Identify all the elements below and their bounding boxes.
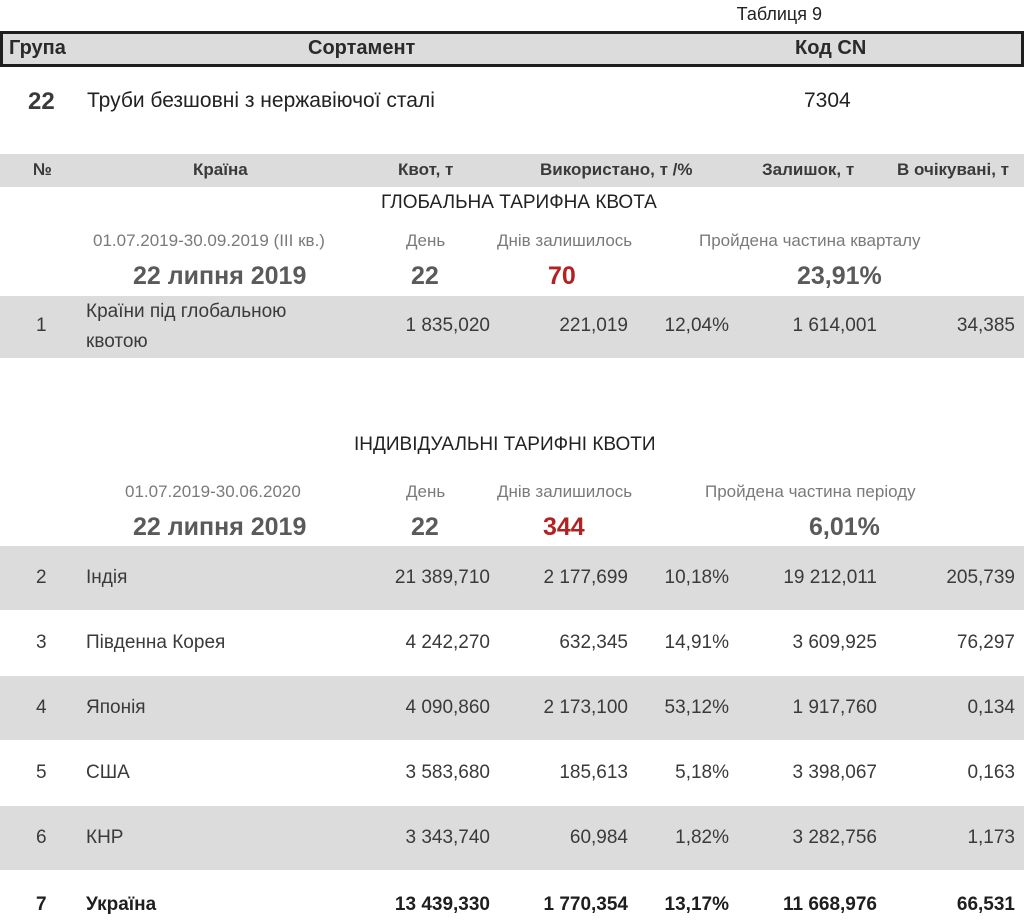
row-quota: 3 583,680 xyxy=(405,762,490,783)
global-day: 22 xyxy=(411,262,439,290)
row-used-percent: 12,04% xyxy=(664,315,729,336)
group-col-header: Група xyxy=(9,37,66,59)
row-used: 1 770,354 xyxy=(543,894,628,915)
global-quota-title: ГЛОБАЛЬНА ТАРИФНА КВОТА xyxy=(381,192,657,213)
row-used: 632,345 xyxy=(559,632,628,653)
row-pending: 0,134 xyxy=(967,697,1015,718)
row-num: 5 xyxy=(36,762,47,783)
col-used: Використано, т /% xyxy=(540,160,693,179)
row-country: Японія xyxy=(86,697,146,718)
row-country: Країни під глобальною квотою xyxy=(86,301,287,352)
col-remaining: Залишок, т xyxy=(762,160,855,179)
table-number: Таблиця 9 xyxy=(736,4,822,24)
row-used: 2 177,699 xyxy=(543,567,628,588)
row-quota: 3 343,740 xyxy=(405,827,490,848)
row-used: 221,019 xyxy=(559,315,628,336)
row-quota: 1 835,020 xyxy=(405,315,490,336)
table-row xyxy=(0,610,1024,676)
cn-code-col-header: Код CN xyxy=(795,37,867,59)
row-remaining: 1 614,001 xyxy=(792,315,877,336)
row-used: 2 173,100 xyxy=(543,697,628,718)
row-pending: 34,385 xyxy=(956,315,1015,336)
row-used-percent: 1,82% xyxy=(675,827,729,848)
individual-days-left-label: Днів залишилось xyxy=(497,482,633,501)
table-row-total xyxy=(0,870,1024,923)
global-passed-percent: 23,91% xyxy=(797,262,882,290)
global-period: 01.07.2019-30.09.2019 (III кв.) xyxy=(93,231,325,250)
column-header-bar xyxy=(0,154,1024,187)
row-used-percent: 10,18% xyxy=(664,567,729,588)
global-days-left-label: Днів залишилось xyxy=(497,231,633,250)
group-cn-code: 7304 xyxy=(804,89,851,112)
group-header-bar xyxy=(0,31,1024,67)
row-country: Україна xyxy=(86,894,157,915)
row-used: 185,613 xyxy=(559,762,628,783)
row-quota: 13 439,330 xyxy=(394,894,490,915)
col-quota: Квот, т xyxy=(398,160,454,179)
individual-day-label: День xyxy=(406,482,446,501)
group-id: 22 xyxy=(28,88,55,115)
individual-passed-label: Пройдена частина періоду xyxy=(705,482,916,501)
individual-days-left: 344 xyxy=(543,513,585,541)
row-pending: 205,739 xyxy=(946,567,1015,588)
global-day-label: День xyxy=(406,231,446,250)
individual-passed-percent: 6,01% xyxy=(809,513,880,541)
assortment-col-header: Сортамент xyxy=(308,37,416,59)
row-remaining: 19 212,011 xyxy=(783,567,877,588)
row-quota: 21 389,710 xyxy=(394,567,490,588)
row-num: 4 xyxy=(36,697,47,718)
row-used-percent: 13,17% xyxy=(664,894,729,915)
row-country: США xyxy=(86,762,130,783)
row-country: Індія xyxy=(86,567,128,588)
individual-day: 22 xyxy=(411,513,439,541)
row-pending: 76,297 xyxy=(956,632,1015,653)
individual-date: 22 липня 2019 xyxy=(133,513,307,541)
row-num: 2 xyxy=(36,567,47,588)
global-date: 22 липня 2019 xyxy=(133,262,307,290)
group-name: Труби безшовні з нержавіючої сталі xyxy=(87,89,435,112)
row-num: 7 xyxy=(36,894,47,915)
row-pending: 66,531 xyxy=(956,894,1015,915)
row-used-percent: 14,91% xyxy=(664,632,729,653)
row-remaining: 1 917,760 xyxy=(792,697,877,718)
row-pending: 0,163 xyxy=(967,762,1015,783)
row-num: 1 xyxy=(36,315,47,336)
col-country: Країна xyxy=(193,160,248,179)
row-quota: 4 090,860 xyxy=(405,697,490,718)
table-row xyxy=(0,740,1024,806)
table-row xyxy=(0,806,1024,870)
row-used: 60,984 xyxy=(569,827,628,848)
row-pending: 1,173 xyxy=(967,827,1015,848)
global-passed-label: Пройдена частина кварталу xyxy=(699,231,921,250)
row-used-percent: 53,12% xyxy=(664,697,729,718)
row-remaining: 11 668,976 xyxy=(782,894,877,915)
table-row xyxy=(0,546,1024,610)
table-row xyxy=(0,676,1024,740)
global-days-left: 70 xyxy=(548,262,576,290)
individual-period: 01.07.2019-30.06.2020 xyxy=(125,482,301,501)
row-remaining: 3 398,067 xyxy=(792,762,877,783)
individual-quota-title: ІНДИВІДУАЛЬНІ ТАРИФНІ КВОТИ xyxy=(354,434,656,455)
row-remaining: 3 282,756 xyxy=(792,827,877,848)
row-country: КНР xyxy=(86,827,124,848)
col-pending: В очікувані, т xyxy=(897,160,1009,179)
row-num: 6 xyxy=(36,827,47,848)
row-used-percent: 5,18% xyxy=(675,762,729,783)
row-num: 3 xyxy=(36,632,47,653)
row-country: Південна Корея xyxy=(86,632,226,653)
row-remaining: 3 609,925 xyxy=(792,632,877,653)
row-quota: 4 242,270 xyxy=(405,632,490,653)
table-row xyxy=(0,296,1024,358)
col-num: № xyxy=(33,160,52,179)
